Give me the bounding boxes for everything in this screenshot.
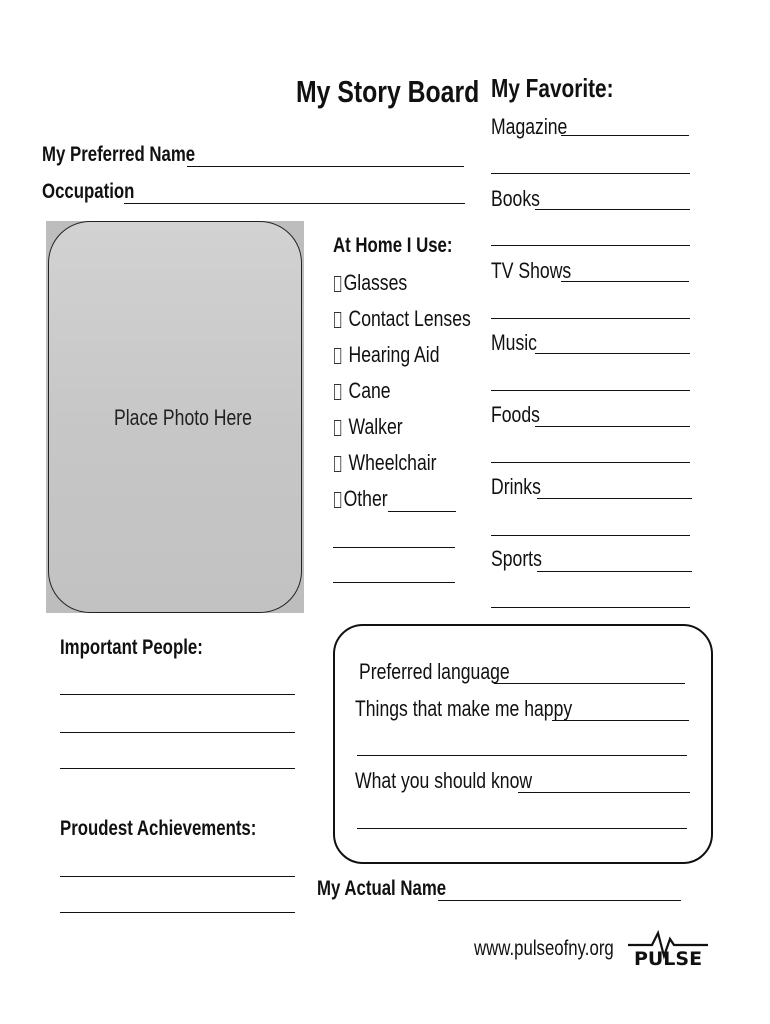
checkbox-icon[interactable] <box>334 312 341 328</box>
at-home-item[interactable]: Contact Lenses <box>334 306 505 332</box>
should-know-label: What you should know <box>355 768 533 793</box>
preferred-language-label: Preferred language <box>359 659 510 684</box>
favorite-sports-label: Sports <box>491 546 542 571</box>
other-line-3[interactable] <box>333 582 455 583</box>
other-line[interactable] <box>388 511 456 512</box>
should-know-line[interactable] <box>518 792 690 793</box>
favorite-books-line[interactable] <box>535 209 690 210</box>
actual-name-line[interactable] <box>438 900 681 901</box>
favorite-magazine-line[interactable] <box>561 135 689 136</box>
page-title: My Story Board <box>296 74 480 109</box>
favorite-magazine-line-2[interactable] <box>491 173 690 174</box>
preferred-name-line[interactable] <box>187 166 464 167</box>
things-happy-label: Things that make me happy <box>355 696 573 721</box>
favorite-books-label: Books <box>491 186 540 211</box>
things-happy-line[interactable] <box>552 720 689 721</box>
at-home-item[interactable]: Glasses <box>334 270 425 296</box>
occupation-line[interactable] <box>124 203 465 204</box>
important-people-line[interactable] <box>60 694 295 695</box>
logo-text: PULSE <box>633 948 703 968</box>
favorites-heading: My Favorite: <box>491 73 614 103</box>
achievements-line[interactable] <box>60 876 295 877</box>
favorite-sports-line[interactable] <box>537 571 692 572</box>
should-know-line-2[interactable] <box>357 828 687 829</box>
other-line-2[interactable] <box>333 547 455 548</box>
favorite-tv-label: TV Shows <box>491 258 572 283</box>
achievements-line[interactable] <box>60 912 295 913</box>
pulse-logo <box>624 930 712 968</box>
at-home-heading: At Home I Use: <box>333 234 453 257</box>
at-home-item[interactable]: Walker <box>334 414 420 440</box>
favorite-foods-line[interactable] <box>535 426 690 427</box>
achievements-heading: Proudest Achievements: <box>60 817 257 840</box>
favorite-tv-line[interactable] <box>561 281 689 282</box>
preferred-name-label: My Preferred Name <box>42 143 196 166</box>
important-people-line[interactable] <box>60 768 295 769</box>
favorite-magazine-label: Magazine <box>491 114 568 139</box>
at-home-item[interactable]: Cane <box>334 378 405 404</box>
favorite-music-label: Music <box>491 330 537 355</box>
favorite-books-line-2[interactable] <box>491 245 690 246</box>
important-people-heading: Important People: <box>60 636 203 659</box>
checkbox-icon[interactable] <box>334 456 341 472</box>
favorite-drinks-label: Drinks <box>491 474 541 499</box>
photo-placeholder-text: Place Photo Here <box>114 405 252 430</box>
at-home-item[interactable]: Wheelchair <box>334 450 462 476</box>
favorite-drinks-line[interactable] <box>537 498 692 499</box>
favorite-foods-label: Foods <box>491 402 540 427</box>
actual-name-label: My Actual Name <box>317 877 447 900</box>
checkbox-icon[interactable] <box>334 492 341 508</box>
at-home-item[interactable]: Other <box>334 486 401 512</box>
at-home-item[interactable]: Hearing Aid <box>334 342 466 368</box>
website-link[interactable]: www.pulseofny.org <box>474 937 614 960</box>
preferred-language-line[interactable] <box>494 683 685 684</box>
important-people-line[interactable] <box>60 732 295 733</box>
checkbox-icon[interactable] <box>334 384 341 400</box>
things-happy-line-2[interactable] <box>357 755 687 756</box>
checkbox-icon[interactable] <box>334 420 341 436</box>
checkbox-icon[interactable] <box>334 348 341 364</box>
favorite-music-line-2[interactable] <box>491 390 690 391</box>
occupation-label: Occupation <box>42 180 135 203</box>
favorite-foods-line-2[interactable] <box>491 462 690 463</box>
favorite-tv-line-2[interactable] <box>491 318 690 319</box>
favorite-sports-line-2[interactable] <box>491 607 690 608</box>
favorite-drinks-line-2[interactable] <box>491 535 690 536</box>
favorite-music-line[interactable] <box>535 353 690 354</box>
checkbox-icon[interactable] <box>334 276 341 292</box>
